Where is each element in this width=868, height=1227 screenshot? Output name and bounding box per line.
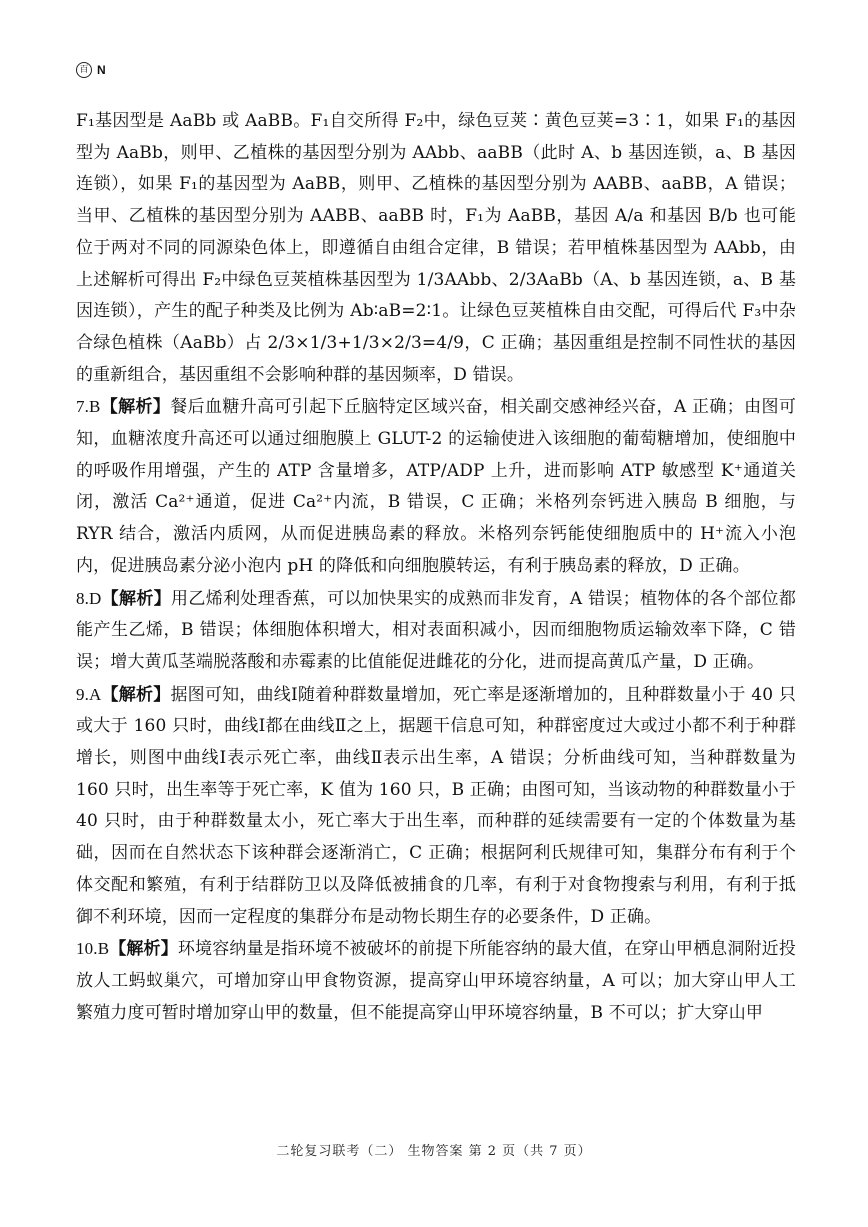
- analysis-tag: 【解析】: [101, 684, 171, 705]
- answer-paragraph-9: [76, 679, 796, 934]
- answer-paragraph-8: [76, 583, 796, 679]
- analysis-tag: 【解析】: [100, 397, 171, 418]
- page-footer: 二轮复习联考（二） 生物答案 第 2 页（共 7 页）: [276, 1144, 592, 1159]
- question-number: 9.A: [76, 684, 102, 704]
- logo-letter: N: [97, 63, 106, 77]
- answer-paragraph-continued: [76, 106, 796, 391]
- answer-paragraph-7: [76, 391, 796, 582]
- answer-text: 餐后血糖升高可引起下丘脑特定区域兴奋，相关副交感神经兴奋，A 正确；由图可知，血糖浓度升高还可以通过细胞膜上 GLUT-2 的运输使进入该细胞的葡萄糖增加，使细胞中的呼吸作用增强，产生的 ATP 含量增多，ATP/ADP 上升，进而影响 ATP 敏感型 K⁺通道关闭，激活 Ca²⁺通道，促进 Ca²⁺内流，B 错误，C 正确；米格列奈钙进入胰岛 B 细胞，与 RYR 结合，激活内质网，从而促进胰岛素的释放。米格列奈钙能使细胞质中的 H⁺流入小泡内，促进胰岛素分泌小泡内 pH 的降低和向细胞膜转运，有利于胰岛素的释放，D 正确。: [76, 397, 796, 576]
- answer-paragraph-10: [76, 933, 796, 1029]
- logo-badge-icon: 百: [76, 62, 92, 78]
- analysis-tag: 【解析】: [101, 588, 172, 609]
- answer-text: 环境容纳量是指环境不被破坏的前提下所能容纳的最大值，在穿山甲栖息洞附近投放人工蚂蚁巢穴，可增加穿山甲食物资源，提高穿山甲环境容纳量，A 可以；加大穿山甲人工繁殖力度可暂时增加穿山甲的数量，但不能提高穿山甲环境容纳量，B 不可以；扩大穿山甲: [76, 939, 796, 1023]
- answer-text: 用乙烯利处理香蕉，可以加快果实的成熟而非发育，A 错误；植物体的各个部位都能产生乙烯，B 错误；体细胞体积增大，相对表面积减小，因而细胞物质运输效率下降，C 错误；增大黄瓜茎端脱落酸和赤霉素的比值能促进雌花的分化，进而提高黄瓜产量，D 正确。: [76, 588, 796, 672]
- answer-text: 据图可知，曲线Ⅰ随着种群数量增加，死亡率是逐渐增加的，且种群数量小于 40 只或大于 160 只时，曲线Ⅰ都在曲线Ⅱ之上，据题干信息可知，种群密度过大或过小都不利于种群增长，则图中曲线Ⅰ表示死亡率，曲线Ⅱ表示出生率，A 错误；分析曲线可知，当种群数量为 160 只时，出生率等于死亡率，K 值为 160 只，B 正确；由图可知，当该动物的种群数量小于 40 只时，由于种群数量太小，死亡率大于出生率，而种群的延续需要有一定的个体数量为基础，因而在自然状态下该种群会逐渐消亡，C 正确；根据阿利氏规律可知，集群分布有利于个体交配和繁殖，有利于结群防卫以及降低被捕食的几率，有利于对食物搜索与利用，有利于抵御不利环境，因而一定程度的集群分布是动物长期生存的必要条件，D 正确。: [76, 684, 796, 927]
- answer-content: [76, 106, 796, 1029]
- analysis-tag: 【解析】: [109, 939, 178, 960]
- question-number: 7.B: [76, 397, 101, 417]
- answer-text: F₁基因型是 AaBb 或 AaBB。F₁自交所得 F₂中，绿色豆荚∶黄色豆荚=3∶1，如果 F₁的基因型为 AaBb，则甲、乙植株的基因型分别为 AAbb、aaBB（此时 A、b 基因连锁，a、B 基因连锁），如果 F₁的基因型为 AaBB，则甲、乙植株的基因型分别为 AABB、aaBB，A 错误；当甲、乙植株的基因型分别为 AABB、aaBB 时，F₁为 AaBB，基因 A/a 和基因 B/b 也可能位于两对不同的同源染色体上，即遵循自由组合定律，B 错误；若甲植株基因型为 AAbb，由上述解析可得出 F₂中绿色豆荚植株基因型为 1/3AAbb、2/3AaBb（A、b 基因连锁，a、B 基因连锁），产生的配子种类及比例为 Ab∶aB=2∶1。让绿色豆荚植株自由交配，可得后代 F₃中杂合绿色植株（AaBb）占 2/3×1/3+1/3×2/3=4/9，C 正确；基因重组是控制不同性状的基因的重新组合，基因重组不会影响种群的基因频率，D 错误。: [76, 111, 796, 385]
- page-logo: [76, 62, 106, 78]
- question-number: 10.B: [76, 939, 110, 959]
- question-number: 8.D: [76, 588, 102, 608]
